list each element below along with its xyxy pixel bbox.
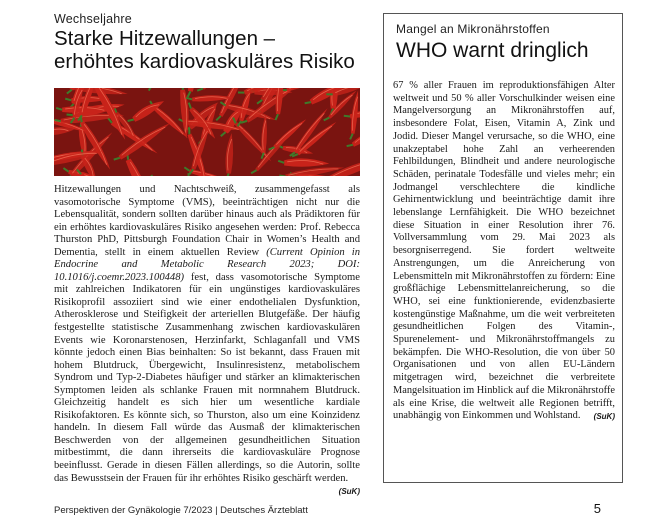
sidebar-title: WHO warnt dringlich	[396, 39, 589, 62]
article-text	[54, 184, 360, 497]
chili-photo	[54, 88, 360, 176]
article-text-end: fest, dass vasomotorische Symptome mit zahlreichen Indikatoren für ein ungünstiges kardiovaskuläres Risikoprofil assoziiert sind wie einer endothelialen Dysfunktion, Atherosklerose und Steifigkeit der arteriellen Blutgefäße. Der häufig festgestellte statistische Zusammenhang zwischen kardiovaskulären Events wie Koronarstenosen, Herzinfarkt, Schlaganfall und VMS könnte jedoch einen Bias beinhalten: So ist bekannt, dass Frauen mit hohem Blutdruck, Übergewicht, Insulinresistenz, metabolischem Syndrom und Typ-2-Diabetes häufiger und stärker an klimakterischen Symptomen leiden als schlanke Frauen mit normnahem Blutdruck. Gleichzeitig handelt es sich hier um wesentliche kardiale Risikofaktoren. Es könnte sich, so Thurston, also um eine Koinzidenz handeln. In diesem Fall würde das Ausmaß der klimakterischen Beschwerden von der allgemeinen gesundheitlichen Situation mitbestimmt, die dann ihrerseits die kardiovaskuläre Prognose beeinflusst. Gerade in diesen Fällen allerdings, so die Autorin, sollte das Bewusstsein der Frauen für ihr erhöhtes Risiko geschärft werden.	[54, 271, 360, 484]
article-body	[54, 184, 360, 499]
article-credit: (SuK)	[338, 487, 360, 497]
page-number: 5	[593, 501, 601, 516]
chili-peppers-image	[54, 88, 360, 176]
article-kicker: Wechseljahre	[54, 12, 132, 26]
page-footer: Perspektiven der Gynäkologie 7/2023 | Deutsches Ärzteblatt	[54, 505, 308, 516]
sidebar-text	[393, 80, 615, 423]
sidebar-credit: (SuK)	[593, 412, 615, 422]
article-header	[54, 12, 360, 73]
sidebar-header	[396, 22, 612, 62]
article-citation: (Current Opinion in Endocrine and Metabolic Research 2023; DOI: 10.1016/j.coemr.2023.100448)	[54, 246, 360, 283]
sidebar-body	[393, 80, 615, 424]
sidebar-text-content: 67 % aller Frauen im reproduktionsfähigen Alter weltweit und 50 % aller Vorschulkinder weisen eine Mangelversorgung an Mikronährstoffen auf, insbesondere Folat, Eisen, Vitamin A, Zink und Jodid. Dieser Mangel verursache, so die WHO, eine unakzeptabel hohe Zahl an verheerenden Fehlbildungen, Blindheit und andere neurologische Schäden, perinatale Todesfälle und vieles mehr; ein Jodmangel verschlechtere die kindliche Gehirnentwicklung und beeinträchtige damit ihre lebenslange Lernfähigkeit. Die WHO bezeichnet diese Situation in einer Resolution ihrer 76. Vollversammlung vom 29. Mai 2023 als besorgniserregend. Sie fordert weltweite Anstrengungen, um die Anreicherung von Lebensmitteln mit Mikronährstoffen zu fördern: Eine großflächige Lebensmittelanreicherung, so die WHO, sei eine funktionierende, evidenzbasierte kostengünstige Maßnahme, um die weit verbreiteten gesundheitlichen Folgen des Vitamin-, Spurenelement- und Mikronährstoffmangels zu bekämpfen. Die WHO-Resolution, die von über 50 Organisationen und von allen EU-Ländern mitgetragen wird, bezeichnet die verbreitete Mangelsituation im Hinblick auf die Mikronährstoffe als eine Krise, die weltweit alle Regionen betrifft, unabhängig von Einkommen und Wohlstand.	[393, 80, 615, 422]
sidebar-box	[383, 13, 623, 483]
sidebar-kicker: Mangel an Mikronährstoffen	[396, 22, 550, 36]
article-title: Starke Hitzewallungen – erhöhtes kardiovaskuläres Risiko	[54, 27, 355, 73]
article-text-start: Hitzewallungen und Nachtschweiß, zusammengefasst als vasomotorische Symptome (VMS), beeinträchtigen nicht nur die Lebensqualität, sondern sollten darüber hinaus auch als Prädiktoren für ein erhöhtes kardiovaskuläres Risiko angesehen werden: Prof. Rebecca Thurston PhD, Pittsburgh Foundation Chair in Women’s Health and Dementia, stellt in einem aktuellen Review	[54, 184, 360, 258]
